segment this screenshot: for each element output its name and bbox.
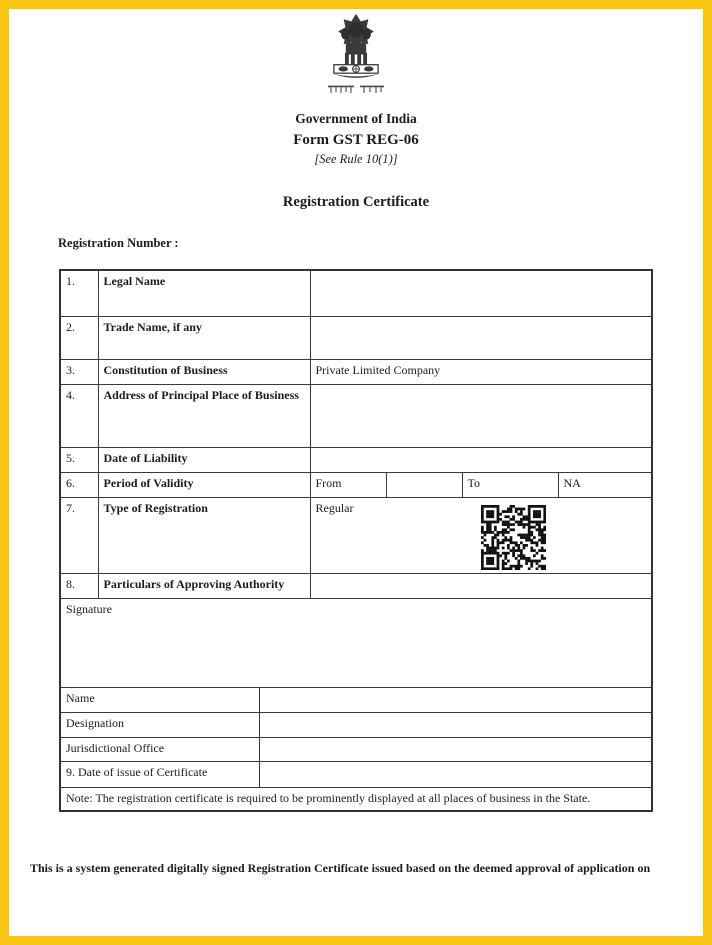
table-row-constitution	[60, 359, 652, 384]
table-row-date-of-liability	[60, 447, 652, 472]
field-value-date-of-liability	[310, 447, 652, 472]
table-row-type-of-registration	[60, 497, 652, 573]
certificate-table	[59, 269, 653, 812]
field-label-date-of-liability: Date of Liability	[98, 447, 310, 472]
row-number: 3.	[60, 359, 98, 384]
jurisdictional-office-value	[259, 737, 652, 761]
field-label-address: Address of Principal Place of Business	[98, 384, 310, 447]
authority-designation-value	[259, 712, 652, 737]
table-row-name	[60, 687, 652, 712]
table-row-trade-name	[60, 316, 652, 359]
qr-code	[481, 505, 546, 570]
table-row-signature	[60, 598, 652, 687]
field-value-legal-name	[310, 270, 652, 316]
row-number: 2.	[60, 316, 98, 359]
table-row-approving-authority	[60, 573, 652, 598]
registration-number-label: Registration Number :	[58, 236, 179, 250]
table-row-period-of-validity	[60, 472, 652, 497]
table-row-legal-name	[60, 270, 652, 316]
jurisdictional-office-label: Jurisdictional Office	[60, 737, 259, 761]
field-label-constitution: Constitution of Business	[98, 359, 310, 384]
government-of-india-heading: Government of India	[295, 111, 417, 126]
row-number: 7.	[60, 497, 98, 573]
certificate-title: Registration Certificate	[282, 194, 430, 210]
rule-reference: [See Rule 10(1)]	[314, 152, 398, 166]
authority-designation-label: Designation	[60, 712, 259, 737]
date-of-issue-label: 9. Date of issue of Certificate	[60, 761, 259, 787]
satyameva-jayate-motto	[328, 82, 384, 92]
authority-name-value	[259, 687, 652, 712]
row-number: 4.	[60, 384, 98, 447]
field-label-legal-name: Legal Name	[98, 270, 310, 316]
field-value-trade-name	[310, 316, 652, 359]
table-row-jurisdictional-office	[60, 737, 652, 761]
validity-from-label: From	[310, 472, 386, 497]
field-label-trade-name: Trade Name, if any	[98, 316, 310, 359]
validity-to-label: To	[462, 472, 558, 497]
validity-to-value: NA	[558, 472, 652, 497]
table-row-date-of-issue	[60, 761, 652, 787]
row-number: 8.	[60, 573, 98, 598]
row-number: 1.	[60, 270, 98, 316]
field-label-approving-authority: Particulars of Approving Authority	[98, 573, 310, 598]
signature-cell: Signature	[60, 598, 652, 687]
form-name-heading: Form GST REG-06	[293, 132, 419, 148]
field-label-period-of-validity: Period of Validity	[98, 472, 310, 497]
field-value-constitution: Private Limited Company	[310, 359, 652, 384]
table-row-designation	[60, 712, 652, 737]
registration-type-value: Regular	[315, 500, 354, 515]
field-label-type-of-registration: Type of Registration	[98, 497, 310, 573]
field-value-approving-authority	[310, 573, 652, 598]
row-number: 5.	[60, 447, 98, 472]
row-number: 6.	[60, 472, 98, 497]
system-generated-statement: This is a system generated digitally signed Registration Certificate issued based on the deemed approval of application on	[30, 861, 651, 875]
date-of-issue-value	[259, 761, 652, 787]
table-row-address	[60, 384, 652, 447]
india-emblem-icon	[324, 12, 388, 80]
field-value-address	[310, 384, 652, 447]
note-cell: Note: The registration certificate is required to be prominently displayed at all places of business in the State.	[60, 787, 652, 811]
validity-from-value	[386, 472, 462, 497]
authority-name-label: Name	[60, 687, 259, 712]
field-value-type-of-registration	[310, 497, 652, 573]
table-row-note	[60, 787, 652, 811]
